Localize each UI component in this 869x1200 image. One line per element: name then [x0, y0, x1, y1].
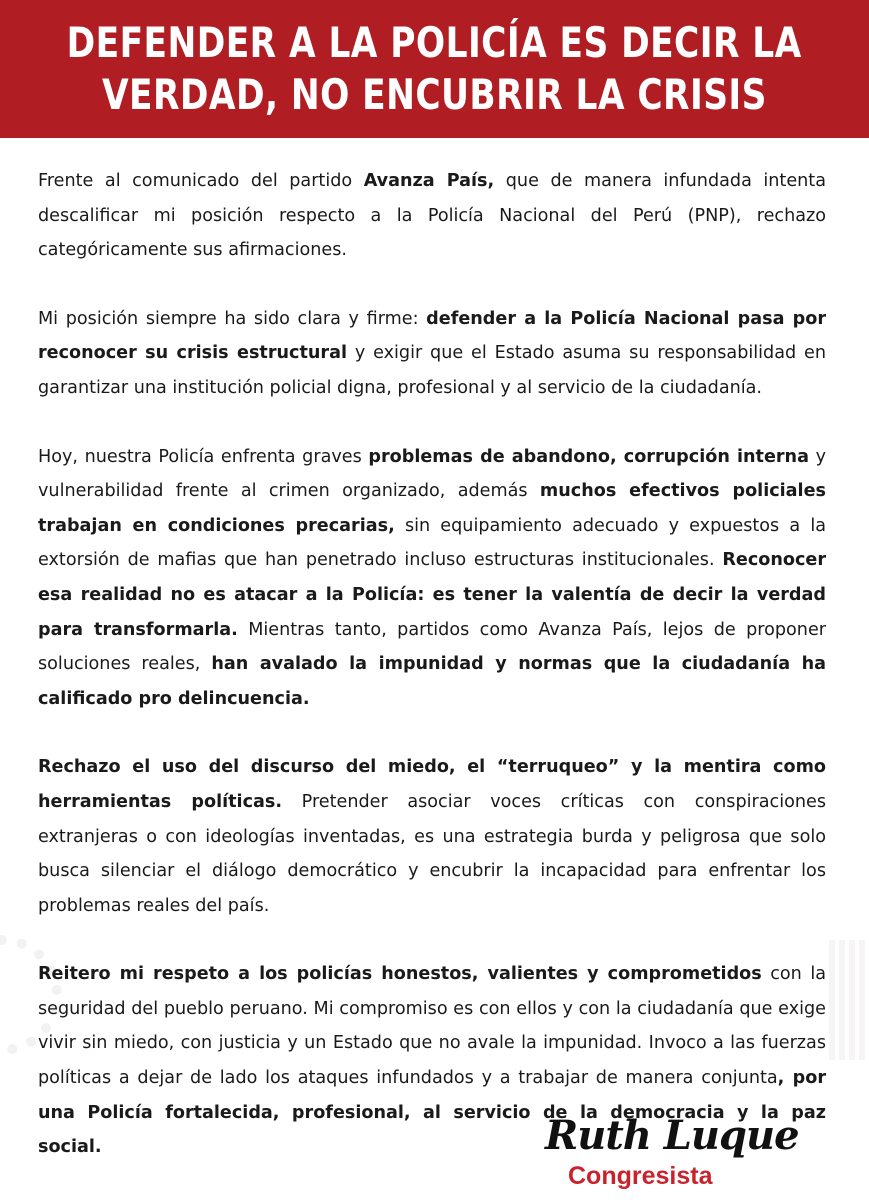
watermark-emblem-icon — [829, 940, 869, 1060]
signature-role: Congresista — [568, 1162, 713, 1190]
p3-text-4: Mientras tanto, partidos como Avanza País, lejos de proponer soluciones reales, — [38, 619, 826, 675]
p2-bold-1: defender a la Policía Nacional pasa por reconocer su crisis estructural — [38, 308, 826, 364]
title-line-1: DEFENDER A LA POLICÍA ES DECIR LA — [66, 18, 803, 67]
p5-bold-1: Reitero mi respeto a los policías honestos, valientes y comprometidos — [38, 964, 762, 985]
p1-bold-1: Avanza País, — [363, 171, 495, 191]
p5-bold-2: , por una Policía fortalecida, profesional, al servicio de la democracia y la paz social. — [38, 1068, 826, 1158]
paragraph-4 — [38, 750, 826, 923]
p1-text-2: que de manera infundada intenta descalificar mi posición respecto a la Policía Nacional del Perú (PNP), rechazo categóricamente sus afirmaciones. — [38, 171, 826, 261]
p3-text-2: y vulnerabilidad frente al crimen organizado, además — [38, 446, 826, 502]
p3-bold-2: muchos efectivos policiales trabajan en condiciones precarias, — [38, 481, 826, 536]
paragraph-2 — [38, 302, 826, 406]
p2-text-1: Mi posición siempre ha sido clara y firme: — [38, 308, 427, 329]
p4-bold-1: Rechazo el uso del discurso del miedo, el “terruqueo” y la mentira como herramientas políticas. — [38, 757, 826, 812]
p5-text-1: con la seguridad del pueblo peruano. Mi compromiso es con ellos y con la ciudadanía que exige vivir sin miedo, con justicia y un Estado que no avale la impunidad. Invoco a las fuerzas políticas a dejar de lado los ataques infundados y a trabajar de manera conjunta — [38, 964, 826, 1089]
p3-bold-1: problemas de abandono, corrupción interna — [368, 446, 809, 467]
title-banner — [0, 0, 869, 138]
paragraph-3 — [38, 440, 826, 717]
p4-text-1: Pretender asociar voces críticas con conspiraciones extranjeras o con ideologías inventadas, es una estrategia burda y peligrosa que solo busca silenciar el diálogo democrático y encubrir la incapacidad para enfrentar los problemas reales del país. — [38, 791, 826, 916]
p3-bold-3: Reconocer esa realidad no es atacar a la Policía: es tener la valentía de decir la verdad para transformarla. — [38, 550, 826, 640]
p1-text-1: Frente al comunicado del partido — [38, 171, 364, 191]
title-line-2: VERDAD, NO ENCUBRIR LA CRISIS — [102, 70, 767, 119]
paragraph-1 — [38, 164, 826, 268]
signature-name: Ruth Luque — [545, 1112, 799, 1159]
p3-text-3: sin equipamiento adecuado y expuestos a la extorsión de mafias que han penetrado incluso estructuras institucionales. — [38, 515, 826, 571]
statement-body — [38, 164, 826, 1199]
p3-text-1: Hoy, nuestra Policía enfrenta graves — [38, 446, 369, 467]
p2-text-2: y exigir que el Estado asuma su responsabilidad en garantizar una institución policial digna, profesional y al servicio de la ciudadanía. — [38, 343, 826, 398]
p3-bold-4: han avalado la impunidad y normas que la ciudadanía ha calificado pro delincuencia. — [38, 654, 826, 709]
